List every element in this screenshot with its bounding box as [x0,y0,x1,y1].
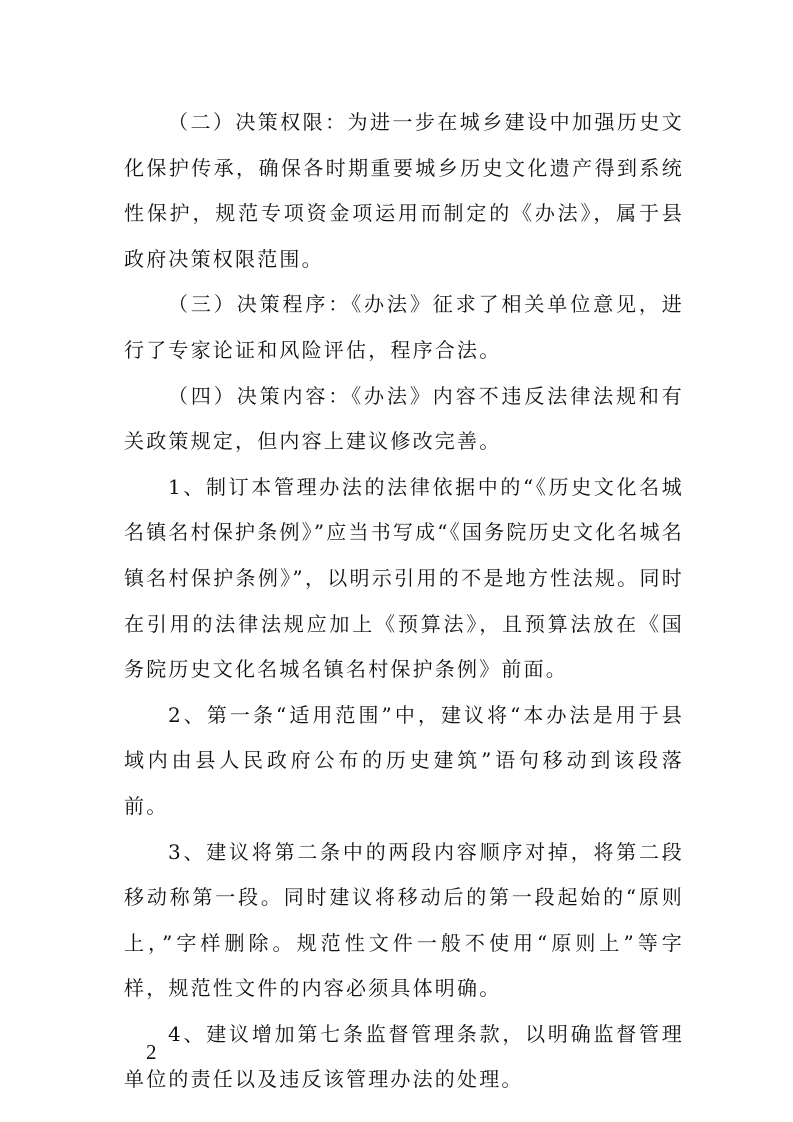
paragraph-item-2: 2、第一条“适用范围”中，建议将“本办法是用于县域内由县人民政府公布的历史建筑”语句移动到该段落前。 [124,702,684,818]
paragraph-decision-content: （四）决策内容：《办法》内容不违反法律法规和有关政策规定，但内容上建议修改完善。 [124,383,684,454]
document-body [124,100,684,1103]
paragraph-decision-procedure: （三）决策程序：《办法》征求了相关单位意见，进行了专家论证和风险评估，程序合法。 [124,292,684,362]
paragraph-decision-authority: （二）决策权限：为进一步在城乡建设中加强历史文化保护传承，确保各时期重要城乡历史文化遗产得到系统性保护，规范专项资金项运用而制定的《办法》，属于县政府决策权限范围。 [124,110,684,271]
page-number: 2 [146,1040,157,1064]
paragraph-item-1: 1、制订本管理办法的法律依据中的“《历史文化名城名镇名村保护条例》”应当书写成“《国务院历史文化名城名镇名村保护条例》”，以明示引用的不是地方性法规。同时在引用的法律法规应加上《预算法》，且预算法放在《国务院历史文化名城名镇名村保护条例》前面。 [124,474,684,682]
paragraph-item-3: 3、建议将第二条中的两段内容顺序对掉，将第二段移动称第一段。同时建议将移动后的第一段起始的“原则上，”字样删除。规范性文件一般不使用“原则上”等字样，规范性文件的内容必须具体明确。 [124,839,684,1001]
paragraph-item-4: 4、建议增加第七条监督管理条款，以明确监督管理单位的责任以及违反该管理办法的处理。 [124,1021,684,1092]
